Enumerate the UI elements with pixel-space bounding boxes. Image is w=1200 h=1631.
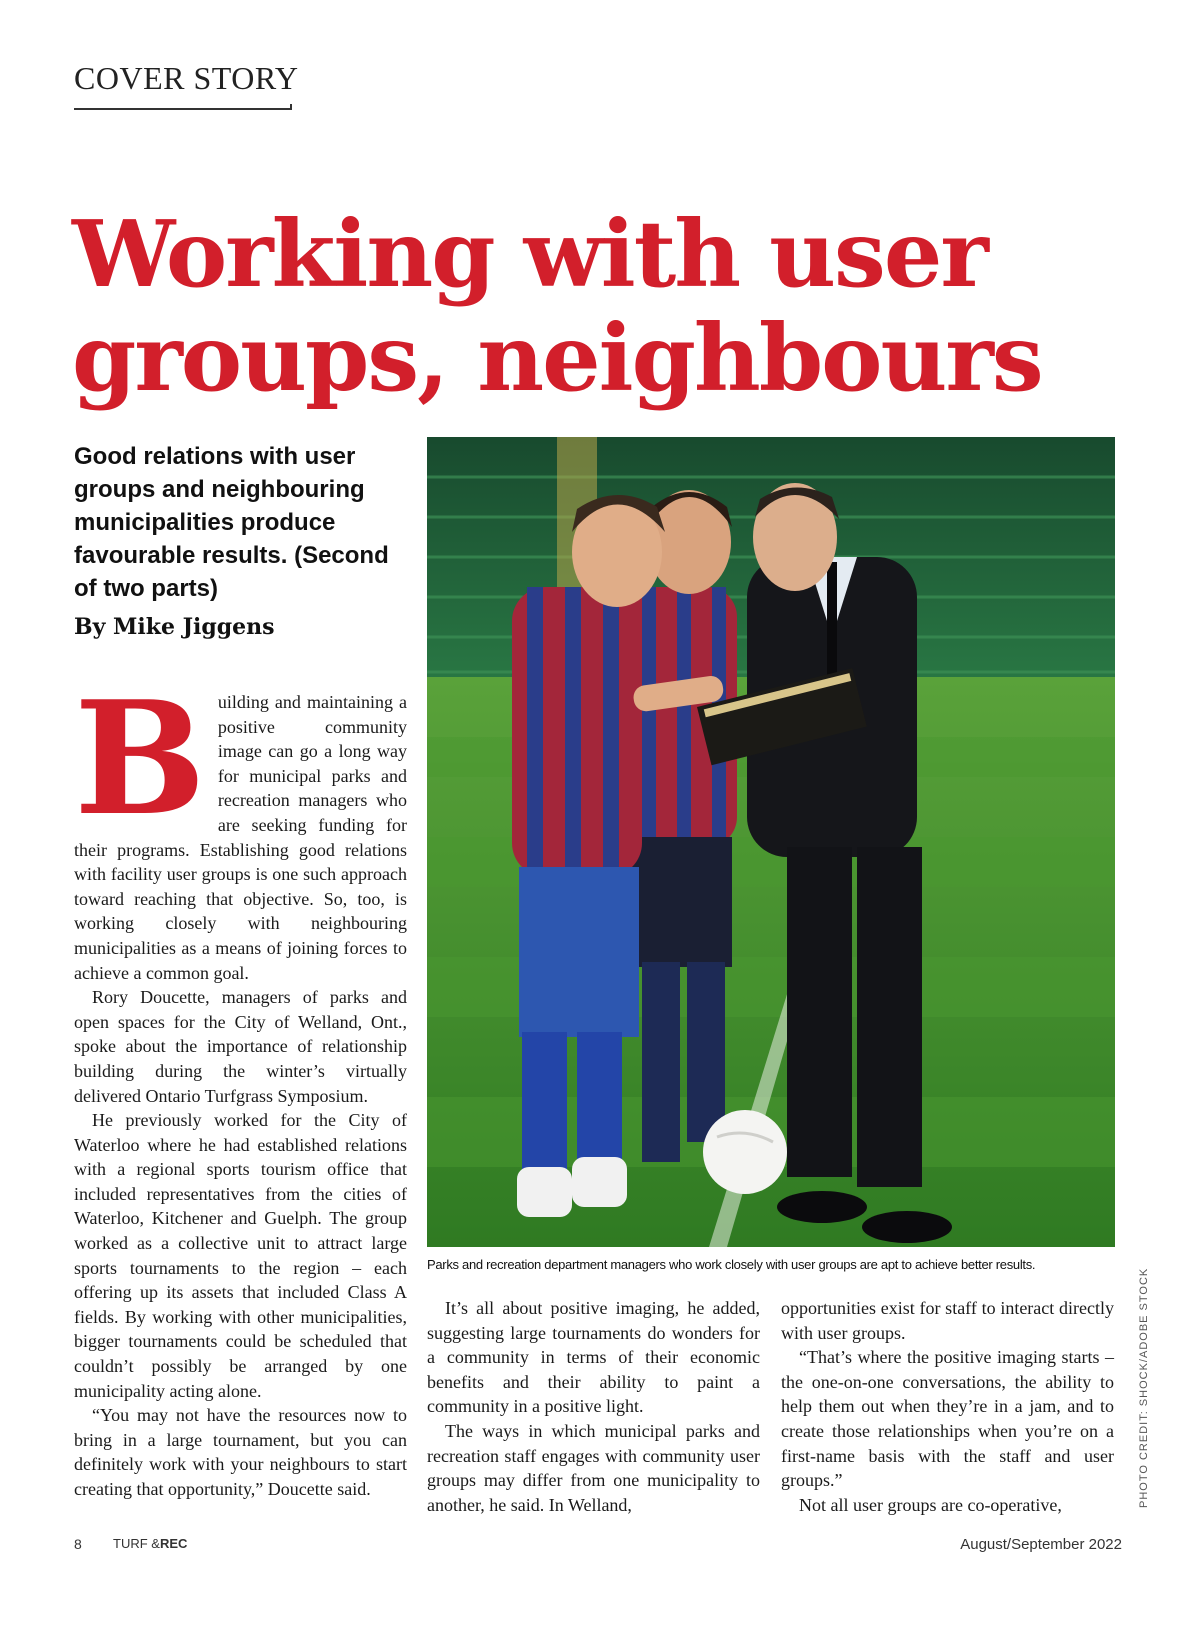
paragraph <box>74 667 407 985</box>
body-column-2 <box>427 1296 760 1517</box>
section-label: COVER STORY <box>74 60 299 96</box>
body-column-1 <box>74 667 407 1502</box>
page-number: 8 <box>74 1536 82 1552</box>
deck: Good relations with user groups and neighbouring municipalities produce favourable results. (Second of two parts) <box>74 443 389 602</box>
section-rule <box>74 108 292 110</box>
paragraph: It’s all about positive imaging, he added, suggesting large tournaments do wonders for a community in terms of their economic benefits and their ability to paint a community in a positive light. <box>427 1298 760 1417</box>
publication-name-a: TURF & <box>113 1536 160 1551</box>
paragraph: Not all user groups are co-operative, <box>799 1494 1062 1515</box>
paragraph: He previously worked for the City of Waterloo where he had established relations with a regional sports tourism office that included representatives from the cities of Waterloo, Kitchener and Guelph. The group worked as a collective unit to attract large sports tournaments to the region – each offering up its assets that included Class A fields. By working with other municipalities, bigger tournaments could be scheduled that couldn’t possibly be arranged by one municipality acting alone. <box>74 1110 407 1401</box>
paragraph: Rory Doucette, managers of parks and open spaces for the City of Welland, Ont., spoke about the importance of relationship building during the winter’s virtually delivered Ontario Turfgrass Symposium. <box>74 987 407 1106</box>
dropcap: B <box>74 667 206 850</box>
byline: By Mike Jiggens <box>74 614 275 640</box>
paragraph: opportunities exist for staff to interact directly with user groups. <box>781 1298 1114 1343</box>
paragraph: The ways in which municipal parks and recreation staff engages with community user groups may differ from one municipality to another, he said. In Welland, <box>427 1420 760 1515</box>
paragraph: “That’s where the positive imaging starts – the one-on-one conversations, the ability to help them out when they’re in a jam, and to create those relationships when you’re on a first-name basis with the staff and user groups.” <box>781 1347 1114 1491</box>
photo-credit: PHOTO CREDIT: SHOCK/ADOBE STOCK <box>1138 1267 1150 1508</box>
issue-date: August/September 2022 <box>960 1536 1122 1553</box>
body-column-3 <box>781 1296 1114 1517</box>
photo-caption: Parks and recreation department managers who work closely with user groups are apt to achieve better results. <box>427 1257 1036 1272</box>
feature-photo <box>427 437 1115 1247</box>
paragraph-text: uilding and maintaining a positive community image can go a long way for municipal parks and recreation managers who are seeking funding for their programs. Establishing good relations with facility user groups is one such approach toward reaching that objective. So, too, is working closely with neighbouring municipalities as a means of joining forces to achieve a common goal. <box>74 692 407 983</box>
soccer-players-photo <box>427 437 1115 1247</box>
publication-name <box>113 1536 187 1551</box>
headline: Working with user groups, neighbours <box>72 200 1042 412</box>
publication-name-b: REC <box>159 1536 188 1551</box>
paragraph: “You may not have the resources now to bring in a large tournament, but you can definitely work with your neighbours to start creating that opportunity,” Doucette said. <box>74 1405 407 1499</box>
